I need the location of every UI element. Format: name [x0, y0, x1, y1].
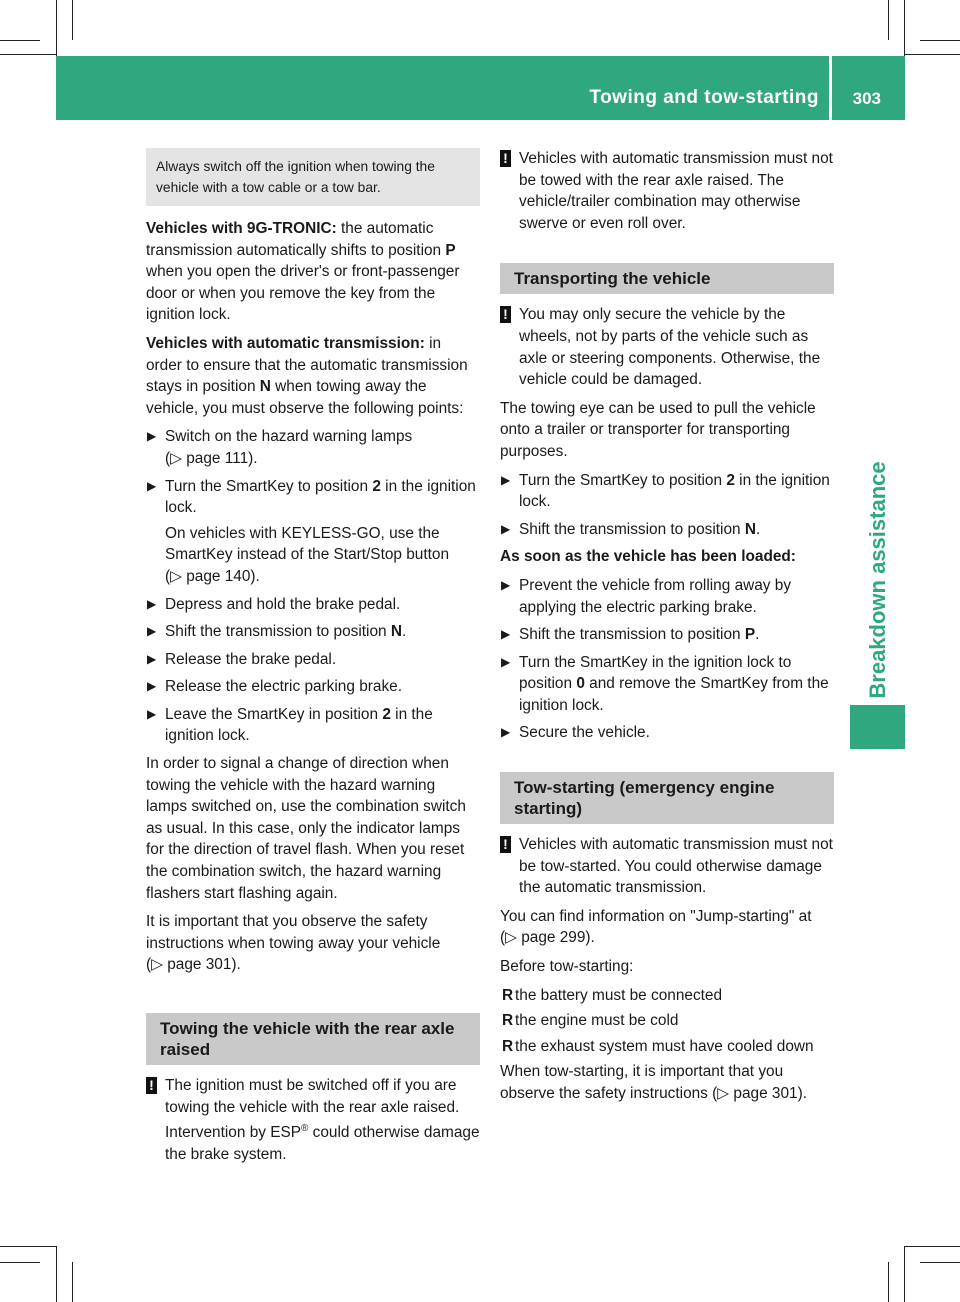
- paragraph: When tow-starting, it is important that you observe the safety instructions (▷ page 301).: [500, 1063, 807, 1102]
- bullet-icon: R: [502, 1037, 514, 1055]
- crop-mark: [56, 0, 57, 56]
- warning-icon: !: [500, 150, 511, 167]
- arrow-icon: ▶: [147, 651, 157, 666]
- warning-item: ! Vehicles with automatic transmission must not be towed with the rear axle raised. The vehicle/trailer combination may otherwise swerve or even roll over.: [500, 148, 834, 234]
- warning-icon: !: [146, 1077, 157, 1094]
- right-column: [500, 148, 834, 1112]
- side-tab-marker: [850, 705, 905, 749]
- crop-mark: [72, 1262, 73, 1302]
- header-separator: [829, 56, 832, 120]
- arrow-icon: ▶: [501, 577, 511, 592]
- note-box: Always switch off the ignition when towing the vehicle with a tow cable or a tow bar.: [146, 148, 480, 206]
- arrow-icon: ▶: [501, 654, 511, 669]
- arrow-icon: ▶: [147, 624, 157, 639]
- left-column: [146, 148, 480, 1173]
- warning-item: ! You may only secure the vehicle by the wheels, not by parts of the vehicle such as axle or steering components. Otherwise, the vehicle could be damaged.: [500, 304, 834, 390]
- header-title: Towing and tow-starting: [589, 87, 819, 108]
- crop-mark: [0, 40, 40, 41]
- step-item: ▶ Turn the SmartKey to position 2 in the ignition lock. On vehicles with KEYLESS-GO, use the SmartKey instead of the Start/Stop button (▷ page 140).: [146, 476, 480, 588]
- crop-mark: [904, 0, 905, 56]
- page-number: 303: [852, 89, 881, 108]
- step-item: ▶ Switch on the hazard warning lamps (▷ page 111).: [147, 428, 413, 467]
- step-item: ▶ Secure the vehicle.: [500, 722, 834, 744]
- crop-mark: [904, 1246, 960, 1247]
- step-item: ▶ Prevent the vehicle from rolling away by applying the electric parking brake.: [501, 576, 792, 616]
- arrow-icon: ▶: [147, 596, 157, 611]
- side-tab-label: Breakdown assistance: [865, 461, 890, 699]
- arrow-icon: ▶: [147, 478, 157, 493]
- section-heading-transport: Transporting the vehicle: [500, 263, 834, 294]
- step-item: ▶ Leave the SmartKey in position 2 in the ignition lock.: [147, 705, 433, 745]
- crop-mark: [888, 1262, 889, 1302]
- arrow-icon: ▶: [501, 627, 511, 642]
- arrow-icon: ▶: [147, 706, 157, 721]
- crop-mark: [56, 1246, 57, 1302]
- paragraph: It is important that you observe the safety instructions when towing away your vehicle (▷ page 301).: [146, 913, 441, 974]
- paragraph: Vehicles with automatic transmission: in order to ensure that the automatic transmission stays in position N when towing away the vehicle, you must observe the following points:: [146, 334, 468, 417]
- arrow-icon: ▶: [501, 472, 511, 487]
- warning-item: ! Vehicles with automatic transmission must not be tow-started. You could otherwise damage the automatic transmission.: [500, 834, 834, 899]
- paragraph: The towing eye can be used to pull the vehicle onto a trailer or transporter for transporting purposes.: [500, 399, 816, 460]
- paragraph: Before tow-starting:: [500, 958, 634, 976]
- crop-mark: [0, 1246, 56, 1247]
- warning-icon: !: [500, 306, 511, 323]
- crop-mark: [72, 0, 73, 40]
- bullet-icon: R: [502, 1012, 514, 1030]
- bullet-item: R the exhaust system must have cooled down: [500, 1036, 834, 1058]
- step-item: ▶ Depress and hold the brake pedal.: [146, 594, 480, 616]
- crop-mark: [888, 0, 889, 40]
- warning-icon: !: [500, 836, 511, 853]
- step-item: ▶ Turn the SmartKey to position 2 in the ignition lock.: [501, 471, 830, 511]
- step-subtext: On vehicles with KEYLESS-GO, use the SmartKey instead of the Start/Stop button (▷ page 140).: [165, 524, 450, 585]
- paragraph: In order to signal a change of direction when towing the vehicle with the hazard warning lamps switched on, use the combination switch as usual. In this case, only the indicator lamps for the direction of travel flash. When you reset the combination switch, the hazard warning flashers start flashing again.: [146, 755, 466, 902]
- step-item: ▶ Release the brake pedal.: [146, 649, 480, 671]
- crop-mark: [920, 1262, 960, 1263]
- step-item: ▶ Shift the transmission to position N.: [146, 621, 480, 643]
- section-heading-rear-axle: Towing the vehicle with the rear axle raised: [146, 1013, 480, 1065]
- subheading-loaded: As soon as the vehicle has been loaded:: [500, 548, 796, 566]
- paragraph: You can find information on "Jump-starting" at (▷ page 299).: [500, 907, 812, 947]
- step-item: ▶ Shift the transmission to position P.: [500, 624, 834, 646]
- step-item: ▶ Shift the transmission to position N.: [500, 519, 834, 541]
- arrow-icon: ▶: [147, 679, 157, 694]
- arrow-icon: ▶: [147, 429, 157, 444]
- crop-mark: [904, 54, 960, 55]
- bullet-item: R the engine must be cold: [500, 1010, 834, 1032]
- step-item: ▶ Release the electric parking brake.: [146, 676, 480, 698]
- header-bar: [56, 56, 905, 120]
- crop-mark: [0, 54, 56, 55]
- warning-item: ! The ignition must be switched off if you are towing the vehicle with the rear axle raised. Intervention by ESP® could otherwise damage the brake system.: [146, 1075, 480, 1166]
- crop-mark: [0, 1262, 40, 1263]
- step-item: ▶ Turn the SmartKey in the ignition lock to position 0 and remove the SmartKey from the ignition lock.: [501, 653, 829, 714]
- arrow-icon: ▶: [501, 725, 511, 740]
- crop-mark: [920, 40, 960, 41]
- crop-mark: [904, 1246, 905, 1302]
- section-heading-tow-starting: Tow-starting (emergency engine starting): [500, 772, 834, 824]
- bullet-icon: R: [502, 986, 514, 1004]
- arrow-icon: ▶: [501, 521, 511, 536]
- bullet-item: R the battery must be connected: [500, 985, 834, 1007]
- paragraph: Vehicles with 9G-TRONIC: the automatic transmission automatically shifts to position P when you open the driver's or front-passenger door or when you remove the key from the ignition lock.: [146, 220, 460, 324]
